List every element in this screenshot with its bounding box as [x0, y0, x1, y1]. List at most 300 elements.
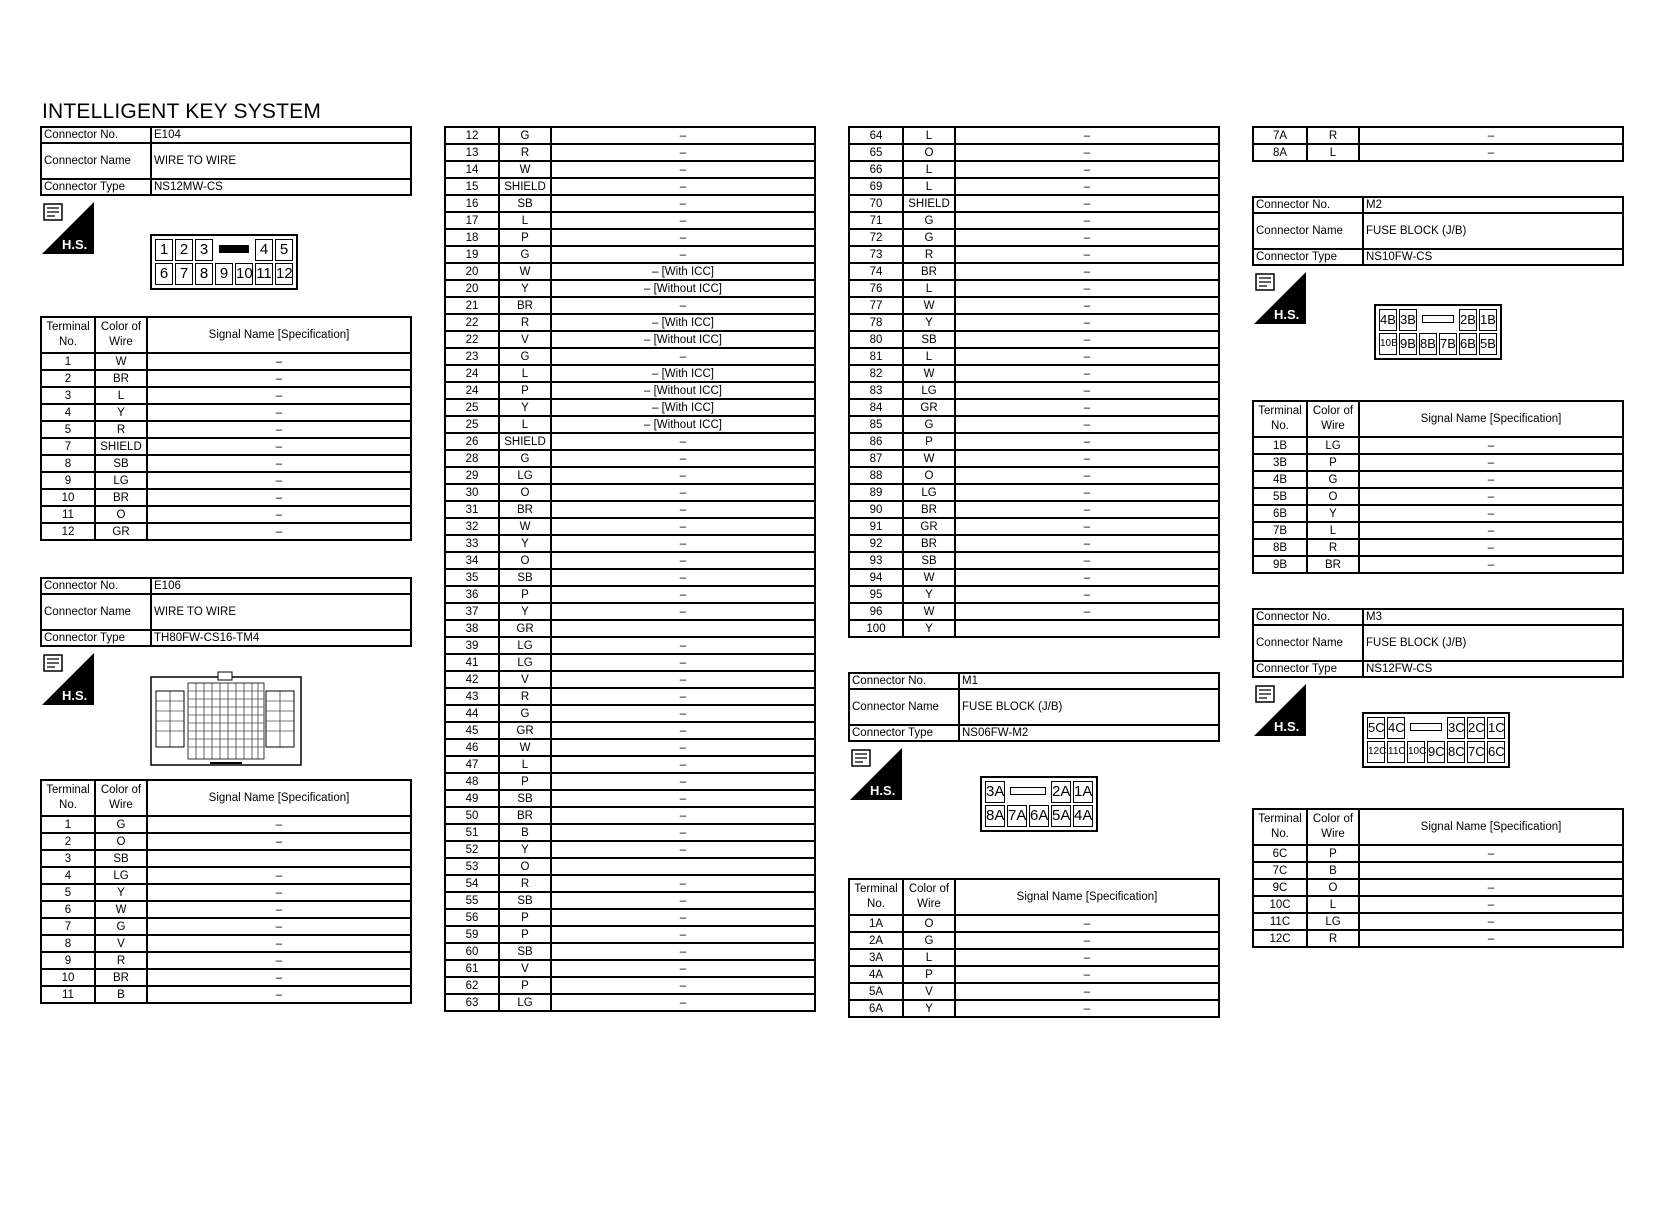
signal-cell: – — [551, 790, 815, 807]
connector-name-value: FUSE BLOCK (J/B) — [959, 689, 1219, 725]
pin-table-e106-continued-2 — [848, 126, 1220, 638]
signal-cell: – — [955, 382, 1219, 399]
signal-cell: – [With ICC] — [551, 263, 815, 280]
terminal-cell: 46 — [445, 739, 499, 756]
wire-color-cell: P — [499, 977, 551, 994]
terminal-cell: 34 — [445, 552, 499, 569]
wire-color-cell: SB — [499, 569, 551, 586]
terminal-cell: 11 — [41, 986, 95, 1003]
signal-cell: – — [955, 314, 1219, 331]
table-row — [1253, 862, 1623, 879]
page-title: INTELLIGENT KEY SYSTEM — [42, 100, 322, 123]
signal-cell: – — [955, 399, 1219, 416]
table-row — [849, 144, 1219, 161]
terminal-cell: 2 — [41, 370, 95, 387]
terminal-cell: 41 — [445, 654, 499, 671]
terminal-cell: 7B — [1253, 522, 1307, 539]
table-row — [445, 824, 815, 841]
pin-table-m3 — [1252, 808, 1624, 948]
table-row — [445, 773, 815, 790]
terminal-cell: 100 — [849, 620, 903, 637]
signal-cell: – — [551, 688, 815, 705]
table-row — [445, 144, 815, 161]
wire-color-cell: W — [499, 161, 551, 178]
signal-cell: – — [147, 935, 411, 952]
terminal-cell: 82 — [849, 365, 903, 382]
table-row — [445, 892, 815, 909]
harness-side-icon — [1254, 272, 1306, 324]
terminal-cell: 31 — [445, 501, 499, 518]
signal-cell: – — [551, 705, 815, 722]
table-row — [41, 489, 411, 506]
table-row — [849, 949, 1219, 966]
signal-header: Signal Name [Specification] — [1359, 401, 1623, 437]
signal-header: Signal Name [Specification] — [147, 780, 411, 816]
pin: 9C — [1427, 741, 1445, 763]
wire-color-cell: BR — [903, 535, 955, 552]
signal-cell: – — [147, 918, 411, 935]
wire-color-cell: SHIELD — [95, 438, 147, 455]
wire-color-cell: V — [499, 671, 551, 688]
terminal-cell: 12 — [445, 127, 499, 144]
signal-cell: – — [147, 952, 411, 969]
wire-color-cell: R — [1307, 930, 1359, 947]
terminal-cell: 7 — [41, 438, 95, 455]
signal-cell: – — [551, 161, 815, 178]
wire-color-cell: G — [499, 246, 551, 263]
wire-color-cell: R — [1307, 539, 1359, 556]
lock-key — [1419, 309, 1457, 329]
terminal-cell: 86 — [849, 433, 903, 450]
signal-cell: – — [1359, 913, 1623, 930]
signal-cell: – — [1359, 437, 1623, 454]
table-row — [1253, 454, 1623, 471]
connector-name-value: FUSE BLOCK (J/B) — [1363, 213, 1623, 249]
pin: 3A — [985, 781, 1005, 803]
terminal-cell: 7 — [41, 918, 95, 935]
connector-diagram-e104 — [40, 196, 412, 316]
wire-color-cell: W — [903, 603, 955, 620]
pin: 8A — [985, 805, 1005, 827]
wire-color-cell: W — [95, 901, 147, 918]
wire-color-cell: W — [903, 569, 955, 586]
wire-color-cell: SHIELD — [499, 433, 551, 450]
table-row — [445, 212, 815, 229]
pin: 10B — [1379, 333, 1397, 355]
wire-color-cell: O — [903, 915, 955, 932]
pin: 3C — [1447, 717, 1465, 739]
signal-cell: – — [1359, 879, 1623, 896]
wire-color-cell: L — [903, 949, 955, 966]
wire-color-cell: O — [903, 467, 955, 484]
table-row — [1253, 471, 1623, 488]
table-row — [41, 935, 411, 952]
terminal-cell: 20 — [445, 280, 499, 297]
table-row — [445, 382, 815, 399]
wire-color-cell: GR — [95, 523, 147, 540]
signal-cell: – — [147, 404, 411, 421]
signal-cell: – — [551, 875, 815, 892]
terminal-cell: 12 — [41, 523, 95, 540]
wire-color-cell: O — [903, 144, 955, 161]
connector-no-label: Connector No. — [41, 578, 151, 594]
pin: 11C — [1387, 741, 1405, 763]
wire-color-cell: LG — [95, 472, 147, 489]
connector-name-value: WIRE TO WIRE — [151, 594, 411, 630]
wire-color-cell: Y — [903, 586, 955, 603]
wire-color-cell: P — [499, 926, 551, 943]
connector-no-value: M1 — [959, 673, 1219, 689]
wire-color-cell: P — [1307, 845, 1359, 862]
connector-name-label: Connector Name — [849, 689, 959, 725]
wire-color-cell: L — [499, 416, 551, 433]
signal-cell: – — [1359, 471, 1623, 488]
table-row — [445, 637, 815, 654]
signal-cell: – — [955, 280, 1219, 297]
signal-cell: – [Without ICC] — [551, 416, 815, 433]
signal-cell: – — [551, 484, 815, 501]
signal-cell: – — [551, 960, 815, 977]
table-row — [849, 535, 1219, 552]
terminal-cell: 70 — [849, 195, 903, 212]
signal-cell: – — [147, 421, 411, 438]
signal-cell: – — [955, 450, 1219, 467]
signal-cell: – — [551, 926, 815, 943]
terminal-cell: 77 — [849, 297, 903, 314]
pin: 8C — [1447, 741, 1465, 763]
wire-color-cell: B — [499, 824, 551, 841]
table-row — [849, 569, 1219, 586]
table-row — [445, 178, 815, 195]
table-row — [849, 161, 1219, 178]
table-row — [41, 472, 411, 489]
terminal-cell: 6A — [849, 1000, 903, 1017]
table-row — [445, 586, 815, 603]
terminal-cell: 43 — [445, 688, 499, 705]
signal-cell: – — [955, 331, 1219, 348]
terminal-cell: 29 — [445, 467, 499, 484]
connector-no-value: E106 — [151, 578, 411, 594]
signal-cell: – [With ICC] — [551, 399, 815, 416]
table-row — [445, 705, 815, 722]
wire-color-cell: SB — [499, 892, 551, 909]
wire-color-cell: LG — [499, 467, 551, 484]
wire-color-cell: B — [1307, 862, 1359, 879]
table-row — [849, 297, 1219, 314]
terminal-cell: 4 — [41, 867, 95, 884]
terminal-cell: 5 — [41, 421, 95, 438]
terminal-cell: 93 — [849, 552, 903, 569]
table-row — [849, 246, 1219, 263]
signal-cell: – — [1359, 539, 1623, 556]
table-row — [445, 416, 815, 433]
table-row — [445, 926, 815, 943]
signal-cell — [551, 858, 815, 875]
table-row — [41, 506, 411, 523]
table-row — [445, 807, 815, 824]
table-row — [445, 943, 815, 960]
terminal-cell: 7C — [1253, 862, 1307, 879]
signal-cell: – — [551, 450, 815, 467]
connector-name-label: Connector Name — [41, 143, 151, 179]
wire-color-cell: GR — [903, 399, 955, 416]
terminal-cell: 74 — [849, 263, 903, 280]
signal-cell: – — [955, 416, 1219, 433]
pin: 6A — [1029, 805, 1049, 827]
table-row — [849, 178, 1219, 195]
pin-table-e104 — [40, 316, 412, 541]
pin: 2 — [175, 239, 193, 261]
connector-name-value: WIRE TO WIRE — [151, 143, 411, 179]
signal-cell — [551, 620, 815, 637]
terminal-cell: 80 — [849, 331, 903, 348]
signal-cell: – — [147, 370, 411, 387]
table-row — [445, 875, 815, 892]
signal-cell: – [Without ICC] — [551, 280, 815, 297]
terminal-cell: 88 — [849, 467, 903, 484]
pin: 1A — [1073, 781, 1093, 803]
terminal-cell: 54 — [445, 875, 499, 892]
wire-color-cell: G — [903, 212, 955, 229]
wire-color-cell: Y — [499, 280, 551, 297]
wire-color-cell: P — [499, 586, 551, 603]
wire-color-cell: Y — [1307, 505, 1359, 522]
signal-cell: – — [955, 484, 1219, 501]
wire-color-cell: L — [903, 161, 955, 178]
connector-diagram-m3 — [1252, 678, 1624, 808]
terminal-cell: 53 — [445, 858, 499, 875]
wire-color-cell: R — [499, 144, 551, 161]
terminal-cell: 10C — [1253, 896, 1307, 913]
pin: 1B — [1479, 309, 1497, 331]
terminal-cell: 96 — [849, 603, 903, 620]
pin: 1 — [155, 239, 173, 261]
table-row — [849, 212, 1219, 229]
signal-cell: – — [551, 569, 815, 586]
connector-no-label: Connector No. — [1253, 197, 1363, 213]
signal-cell: – — [551, 756, 815, 773]
terminal-cell: 11C — [1253, 913, 1307, 930]
terminal-cell: 50 — [445, 807, 499, 824]
signal-cell: – — [955, 949, 1219, 966]
terminal-cell: 72 — [849, 229, 903, 246]
table-row — [849, 229, 1219, 246]
terminal-cell: 25 — [445, 399, 499, 416]
column-2 — [444, 126, 816, 1012]
pin: 5B — [1479, 333, 1497, 355]
signal-cell: – [Without ICC] — [551, 331, 815, 348]
terminal-cell: 24 — [445, 365, 499, 382]
signal-cell: – — [551, 977, 815, 994]
table-row — [41, 421, 411, 438]
terminal-cell: 8B — [1253, 539, 1307, 556]
wire-color-cell: BR — [95, 489, 147, 506]
pin: 6B — [1459, 333, 1477, 355]
signal-cell: – — [955, 467, 1219, 484]
signal-cell: – — [551, 909, 815, 926]
signal-cell: – — [551, 297, 815, 314]
signal-cell: – — [955, 586, 1219, 603]
signal-cell: – — [551, 892, 815, 909]
wire-color-cell: BR — [95, 969, 147, 986]
terminal-cell: 32 — [445, 518, 499, 535]
terminal-cell: 87 — [849, 450, 903, 467]
pin: 5A — [1051, 805, 1071, 827]
table-row — [445, 977, 815, 994]
connector-type-label: Connector Type — [1253, 661, 1363, 677]
wire-color-cell: GR — [499, 722, 551, 739]
wire-color-cell: Y — [499, 603, 551, 620]
terminal-cell: 16 — [445, 195, 499, 212]
table-row — [849, 484, 1219, 501]
terminal-no-header: Terminal No. — [41, 780, 95, 816]
wire-color-cell: BR — [903, 263, 955, 280]
pin: 7C — [1467, 741, 1485, 763]
terminal-cell: 91 — [849, 518, 903, 535]
table-row — [445, 994, 815, 1011]
terminal-cell: 3A — [849, 949, 903, 966]
wire-color-cell: LG — [903, 382, 955, 399]
wire-color-cell: V — [903, 983, 955, 1000]
terminal-cell: 1 — [41, 816, 95, 833]
connector-face-e106-icon — [150, 671, 302, 771]
connector-type-label: Connector Type — [41, 630, 151, 646]
table-row — [849, 195, 1219, 212]
terminal-no-header: Terminal No. — [41, 317, 95, 353]
connector-info-m1 — [848, 672, 1220, 742]
hs-label: H.S. — [1274, 307, 1300, 322]
table-row — [849, 501, 1219, 518]
table-row — [41, 455, 411, 472]
signal-cell: – — [551, 433, 815, 450]
wire-color-cell: SHIELD — [903, 195, 955, 212]
terminal-cell: 71 — [849, 212, 903, 229]
signal-cell: – — [955, 983, 1219, 1000]
table-row — [1253, 437, 1623, 454]
wire-color-cell: W — [903, 365, 955, 382]
table-row — [445, 841, 815, 858]
table-row — [849, 603, 1219, 620]
terminal-cell: 15 — [445, 178, 499, 195]
terminal-cell: 85 — [849, 416, 903, 433]
wire-color-cell: G — [903, 229, 955, 246]
hs-label: H.S. — [62, 237, 88, 252]
connector-type-value: NS06FW-M2 — [959, 725, 1219, 741]
signal-cell: – — [955, 1000, 1219, 1017]
terminal-cell: 94 — [849, 569, 903, 586]
wire-color-cell: R — [95, 952, 147, 969]
connector-info-m3 — [1252, 608, 1624, 678]
signal-cell: – — [955, 127, 1219, 144]
terminal-cell: 12C — [1253, 930, 1307, 947]
connector-name-value: FUSE BLOCK (J/B) — [1363, 625, 1623, 661]
connector-no-value: M2 — [1363, 197, 1623, 213]
terminal-cell: 5 — [41, 884, 95, 901]
table-row — [41, 901, 411, 918]
wire-color-cell: W — [499, 518, 551, 535]
wire-color-cell: G — [903, 932, 955, 949]
wire-color-cell: G — [1307, 471, 1359, 488]
signal-cell: – — [955, 552, 1219, 569]
signal-header: Signal Name [Specification] — [147, 317, 411, 353]
wire-color-cell: Y — [95, 404, 147, 421]
wire-color-cell: R — [95, 421, 147, 438]
table-row — [41, 833, 411, 850]
wire-color-cell: L — [1307, 144, 1359, 161]
terminal-cell: 3B — [1253, 454, 1307, 471]
wire-color-cell: P — [1307, 454, 1359, 471]
wire-color-cell: L — [903, 127, 955, 144]
terminal-cell: 49 — [445, 790, 499, 807]
signal-header: Signal Name [Specification] — [955, 879, 1219, 915]
table-row — [445, 688, 815, 705]
signal-cell: – — [1359, 127, 1623, 144]
lock-key — [1407, 717, 1445, 737]
signal-cell: – — [955, 212, 1219, 229]
signal-cell: – — [551, 467, 815, 484]
table-row — [445, 552, 815, 569]
table-row — [445, 960, 815, 977]
column-4 — [1252, 126, 1624, 948]
connector-info-e104 — [40, 126, 412, 196]
connector-face-e104 — [150, 234, 298, 290]
pin: 4 — [255, 239, 273, 261]
connector-no-label: Connector No. — [849, 673, 959, 689]
table-row — [445, 195, 815, 212]
signal-cell: – — [551, 535, 815, 552]
wire-color-cell: SB — [95, 850, 147, 867]
table-row — [1253, 556, 1623, 573]
wire-color-cell: R — [499, 688, 551, 705]
pin: 2B — [1459, 309, 1477, 331]
pin-table-e106-continued — [444, 126, 816, 1012]
harness-side-icon — [42, 202, 94, 254]
signal-cell: – — [551, 603, 815, 620]
pin-table-m2 — [1252, 400, 1624, 574]
signal-cell: – — [1359, 556, 1623, 573]
table-row — [445, 858, 815, 875]
table-row — [849, 983, 1219, 1000]
wire-color-cell: P — [499, 773, 551, 790]
table-row — [41, 867, 411, 884]
table-row — [849, 915, 1219, 932]
table-row — [849, 467, 1219, 484]
wire-color-cell: O — [1307, 879, 1359, 896]
wire-color-cell: Y — [499, 535, 551, 552]
table-row — [1253, 522, 1623, 539]
wire-color-cell: Y — [499, 841, 551, 858]
terminal-cell: 9 — [41, 952, 95, 969]
terminal-cell: 22 — [445, 314, 499, 331]
signal-cell: – — [1359, 505, 1623, 522]
wire-color-cell: BR — [1307, 556, 1359, 573]
terminal-cell: 7A — [1253, 127, 1307, 144]
signal-cell: – — [147, 455, 411, 472]
wire-color-cell: BR — [903, 501, 955, 518]
wire-color-cell: L — [1307, 896, 1359, 913]
signal-cell: – — [147, 353, 411, 370]
table-row — [445, 399, 815, 416]
table-row — [445, 501, 815, 518]
signal-cell: – [Without ICC] — [551, 382, 815, 399]
terminal-cell: 20 — [445, 263, 499, 280]
wire-color-cell: BR — [499, 297, 551, 314]
terminal-cell: 4 — [41, 404, 95, 421]
terminal-cell: 73 — [849, 246, 903, 263]
signal-cell: – — [955, 501, 1219, 518]
connector-type-value: NS12FW-CS — [1363, 661, 1623, 677]
terminal-cell: 17 — [445, 212, 499, 229]
